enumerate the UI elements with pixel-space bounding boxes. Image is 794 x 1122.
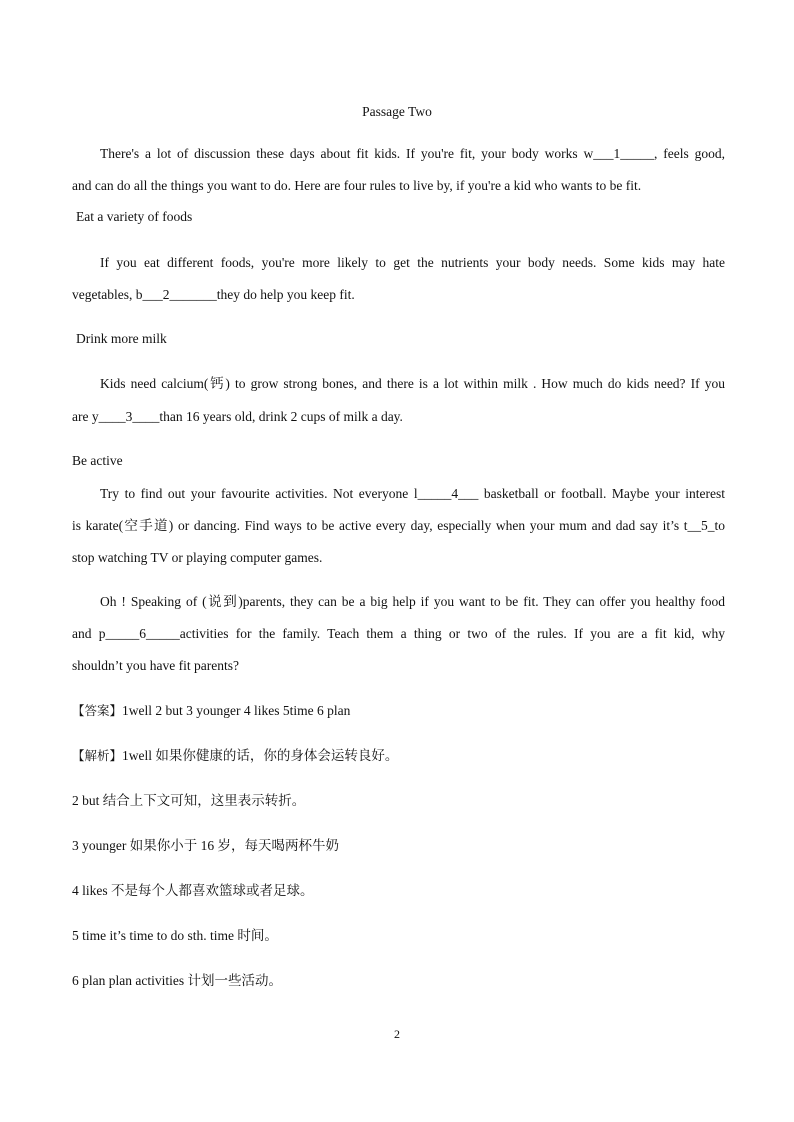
rule1-line-2: vegetables, b___2_______they do help you keep fit. [72,287,355,302]
rule-heading-drink-milk: Drink more milk [76,331,167,346]
rule2-line-2: are y____3____than 16 years old, drink 2 cups of milk a day. [72,409,403,424]
rule3-line-2: is karate(空手道) or dancing. Find ways to be active every day, especially when your mum and dad say it’s t__5_to [72,518,725,533]
rule2-line-1: Kids need calcium(钙) to grow strong bones, and there is a lot within milk . How much do kids need? If you [100,376,725,391]
answer-label: 【答案】 [72,703,123,718]
analysis-row [72,748,398,764]
rule1-line-1: If you eat different foods, you're more likely to get the nutrients your body needs. Some kids may hate [100,255,725,270]
page-number: 2 [394,1027,400,1041]
analysis-item: 4 likes 不是每个人都喜欢篮球或者足球。 [72,883,314,898]
outro-line-2: and p_____6_____activities for the family. Teach them a thing or two of the rules. If you are a fit kid, why [72,626,725,641]
outro-line-1: Oh ! Speaking of (说到)parents, they can be a big help if you want to be fit. They can offer you healthy food [100,594,725,609]
passage-title: Passage Two [362,104,432,119]
rule-heading-eat-foods: Eat a variety of foods [76,209,193,224]
intro-line-1: There's a lot of discussion these days about fit kids. If you're fit, your body works w___1_____, feels good, [100,146,725,161]
intro-line-2: and can do all the things you want to do. Here are four rules to live by, if you're a kid who wants to be fit. [72,178,642,193]
answer-row [72,703,350,719]
answer-text: 1well 2 but 3 younger 4 likes 5time 6 plan [122,703,351,718]
rule-heading-be-active: Be active [72,453,123,468]
rule3-line-3: stop watching TV or playing computer games. [72,550,323,565]
rule3-line-1: Try to find out your favourite activities. Not everyone l_____4___ basketball or football. Maybe your interest [100,486,725,501]
analysis-label: 【解析】 [72,748,123,763]
analysis-item: 3 younger 如果你小于 16 岁，每天喝两杯牛奶 [72,838,339,853]
outro-line-3: shouldn’t you have fit parents? [72,658,239,673]
analysis-item: 5 time it’s time to do sth. time 时间。 [72,928,278,943]
analysis-item: 2 but 结合上下文可知，这里表示转折。 [72,793,306,808]
analysis-item: 6 plan plan activities 计划一些活动。 [72,973,282,988]
analysis-item: 1well 如果你健康的话，你的身体会运转良好。 [122,748,399,763]
